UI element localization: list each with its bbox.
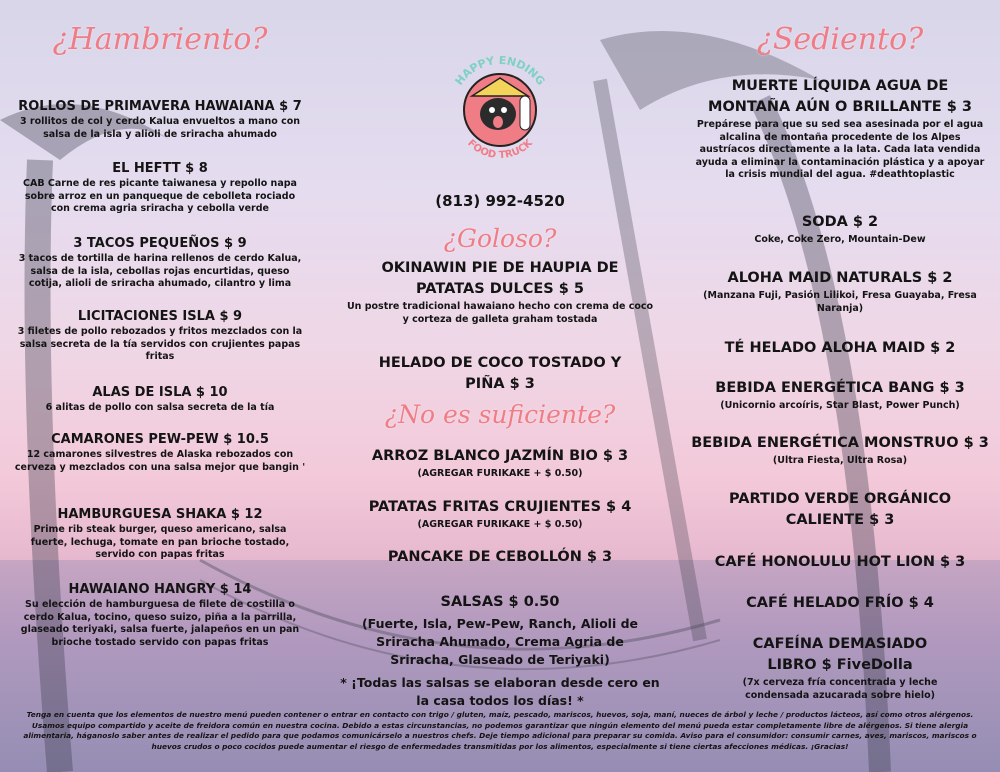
item-desc: (Ultra Fiesta, Ultra Rosa)	[772, 455, 908, 466]
menu-item	[0, 506, 320, 562]
item-title: ALOHA MAID NATURALS $ 2	[727, 270, 953, 286]
food-truck-logo	[442, 52, 558, 168]
item-desc: 12 camarones silvestres de Alaska rebozados con cerveza y mezclados con una salsa mejor que bangin '	[14, 449, 306, 473]
item-desc: Coke, Coke Zero, Mountain-Dew	[754, 234, 926, 245]
menu-item	[680, 552, 1000, 573]
menu-item	[0, 98, 320, 141]
item-title: SODA $ 2	[801, 214, 879, 230]
menu-item	[330, 592, 670, 669]
menu-item	[680, 378, 1000, 413]
menu-item	[330, 353, 670, 395]
menu-item	[680, 212, 1000, 247]
item-desc: Su elección de hamburguesa de filete de costilla o cerdo Kalua, tocino, queso suizo, piña a la parrilla, glaseado teriyaki, salsa fuerte, jalapeños en un pan brioche tostado servido con papas fritas	[20, 599, 300, 648]
menu-item	[680, 76, 1000, 182]
thirsty-heading: ¿Sediento?	[756, 22, 924, 57]
item-title: ARROZ BLANCO JAZMÍN BIO $ 3	[371, 448, 629, 464]
item-desc: CAB Carne de res picante taiwanesa y repollo napa sobre arroz en un panqueque de cebolleta rociado con crema agria sriracha y cebolla verde	[23, 178, 297, 214]
item-desc: (AGREGAR FURIKAKE + $ 0.50)	[417, 519, 583, 530]
item-title: PATATAS FRITAS CRUJIENTES $ 4	[368, 499, 632, 515]
logo-top-text: HAPPY ENDING	[452, 53, 548, 88]
item-title: HAMBURGUESA SHAKA $ 12	[57, 507, 263, 522]
logo-bottom-text: FOOD TRUCK	[465, 137, 535, 162]
menu-item	[0, 384, 320, 415]
item-desc: (Fuerte, Isla, Pew-Pew, Ranch, Alioli de Sriracha Ahumado, Crema Agria de Sriracha, Glaseado de Teriyaki)	[361, 616, 639, 667]
menu-item	[0, 160, 320, 216]
item-title: LICITACIONES ISLA $ 9	[77, 309, 243, 324]
menu-item	[680, 433, 1000, 468]
item-title: PARTIDO VERDE ORGÁNICO CALIENTE $ 3	[728, 491, 952, 528]
sweet-heading: ¿Goloso?	[443, 224, 557, 253]
item-title: BEBIDA ENERGÉTICA MONSTRUO $ 3	[691, 435, 989, 451]
item-desc: Prepárese para que su sed sea asesinada por el agua alcalina de montaña procedente de los Alpes austríacos directamente a la lata. Cada lata vendida ayuda a eliminar la contaminación plástica y a apoyar la crisis mundial del agua. #deathtoplastic	[695, 119, 985, 180]
item-desc: (Unicornio arcoíris, Star Blast, Power Punch)	[720, 400, 960, 411]
menu-item	[330, 258, 670, 326]
item-title: CAFÉ HONOLULU HOT LION $ 3	[714, 554, 966, 570]
item-title: BEBIDA ENERGÉTICA BANG $ 3	[715, 380, 965, 396]
menu-item	[0, 308, 320, 364]
item-title: 3 TACOS PEQUEÑOS $ 9	[73, 236, 247, 251]
item-desc: (7x cerveza fría concentrada y leche condensada azucarada sobre hielo)	[742, 677, 938, 701]
item-title: EL HEFTT $ 8	[112, 161, 208, 176]
item-title: SALSAS $ 0.50	[440, 594, 560, 610]
item-title: ALAS DE ISLA $ 10	[92, 385, 228, 400]
item-desc: (AGREGAR FURIKAKE + $ 0.50)	[417, 468, 583, 479]
sauce-note: * ¡Todas las salsas se elaboran desde cero en la casa todos los días! *	[340, 675, 660, 708]
allergen-disclaimer: Tenga en cuenta que los elementos de nuestro menú pueden contener o entrar en contacto con trigo / gluten, maíz, pescado, mariscos, huevos, soja, maní, nueces de árbol y leche / productos lácteos, así como otros alérgenos. Usamos equipo compartido y aceite de freidora común en nuestra cocina. Debido a estas circunstancias, no podemos garantizar que ningún elemento del menú pueda estar completamente libre de alérgenos. Si tiene alergia alimentaria, háganoslo saber antes de realizar el pedido para que podamos comunicárselo a nuestros chefs. Deje tiempo adicional para preparar su comida. Aviso para el consumidor: consumir carnes, aves, mariscos, mariscos o huevos crudos o poco cocidos puede aumentar el riesgo de enfermedades transmitidas por los alimentos, especialmente si tiene ciertas afecciones médicas. ¡Gracias!	[23, 710, 977, 751]
menu-item	[0, 431, 320, 474]
item-desc: (Manzana Fuji, Pasión Lilikoi, Fresa Guayaba, Fresa Naranja)	[703, 290, 977, 314]
item-title: TÉ HELADO ALOHA MAID $ 2	[724, 340, 956, 356]
item-title: MUERTE LÍQUIDA AGUA DE MONTAÑA AÚN O BRILLANTE $ 3	[708, 78, 972, 115]
item-title: PANCAKE DE CEBOLLÓN $ 3	[387, 549, 613, 565]
item-title: OKINAWIN PIE DE HAUPIA DE PATATAS DULCES $ 5	[381, 260, 619, 297]
item-title: CAMARONES PEW-PEW $ 10.5	[51, 432, 269, 447]
item-title: CAFÉ HELADO FRÍO $ 4	[746, 595, 934, 611]
menu-item	[0, 581, 320, 649]
item-desc: 3 filetes de pollo rebozados y fritos mezclados con la salsa secreta de la tía servidos con crujientes papas fritas	[17, 326, 303, 362]
item-title: HELADO DE COCO TOSTADO Y PIÑA $ 3	[378, 355, 622, 392]
not-enough-heading: ¿No es suficiente?	[384, 400, 616, 429]
menu-item	[680, 593, 1000, 614]
menu-item	[330, 497, 670, 532]
item-desc: Un postre tradicional hawaiano hecho con crema de coco y corteza de galleta graham tostada	[346, 301, 654, 325]
menu-item	[680, 338, 1000, 359]
item-title: HAWAIANO HANGRY $ 14	[68, 582, 252, 597]
item-desc: 3 tacos de tortilla de harina rellenos de cerdo Kalua, salsa de la isla, cebollas rojas encurtidas, queso cotija, alioli de sriracha ahumado, cilantro y lima	[18, 253, 302, 289]
menu-item	[0, 235, 320, 291]
menu-item	[330, 446, 670, 481]
menu-item	[680, 489, 1000, 531]
menu-item	[680, 634, 1000, 702]
item-desc: 6 alitas de pollo con salsa secreta de la tía	[45, 402, 275, 413]
item-desc: 3 rollitos de col y cerdo Kalua envueltos a mano con salsa de la isla y alioli de sriracha ahumado	[19, 116, 301, 140]
hungry-heading: ¿Hambriento?	[52, 22, 268, 57]
menu-item	[680, 268, 1000, 315]
item-desc: Prime rib steak burger, queso americano, salsa fuerte, lechuga, tomate en pan brioche tostado, servido con papas fritas	[30, 524, 290, 560]
phone-number: (813) 992-4520	[435, 192, 565, 210]
item-title: CAFEÍNA DEMASIADO LIBRO $ FiveDolla	[752, 636, 928, 673]
menu-item	[330, 547, 670, 568]
item-title: ROLLOS DE PRIMAVERA HAWAIANA $ 7	[18, 99, 302, 114]
